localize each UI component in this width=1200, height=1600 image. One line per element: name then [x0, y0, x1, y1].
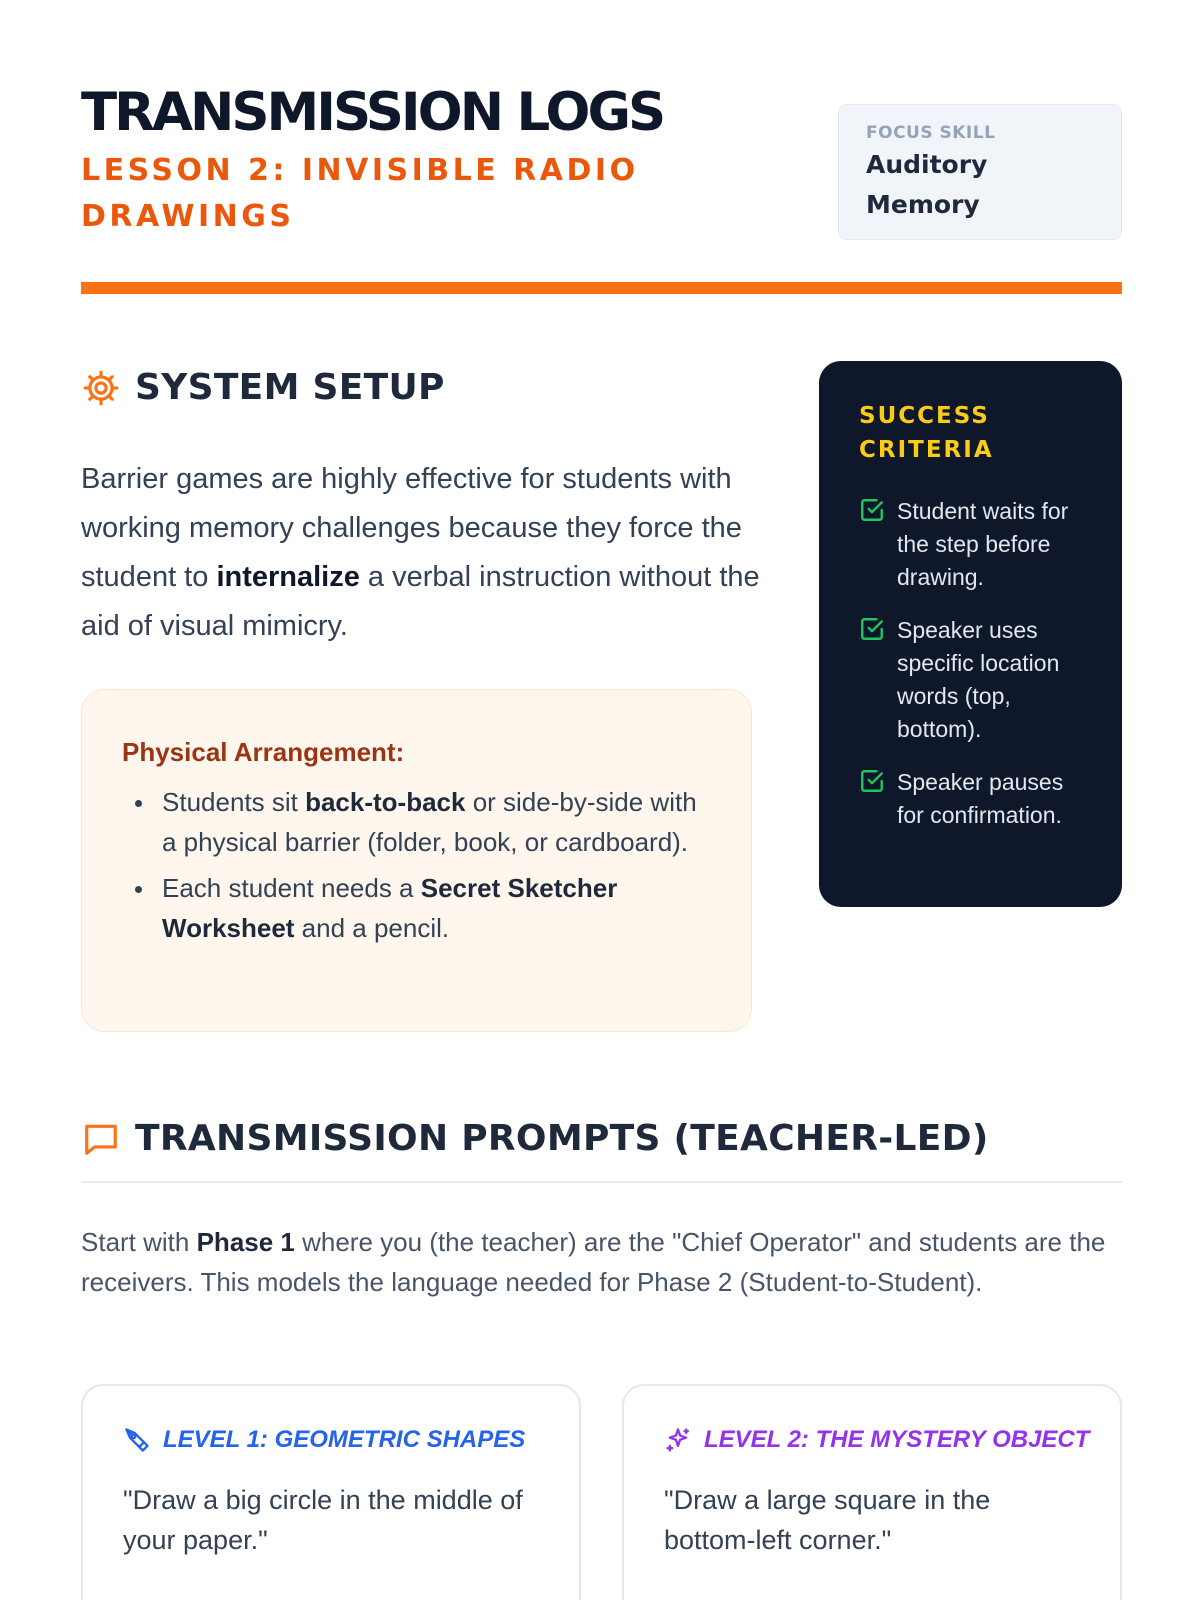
level-2-card: [622, 1384, 1122, 1600]
header-rule: [81, 282, 1122, 294]
page-header: [81, 80, 1122, 294]
prompts-intro: Start with Phase 1 where you (the teacher) are the "Chief Operator" and students are the receivers. This models the language needed for Phase 2 (Student-to-Student).: [81, 1227, 1106, 1297]
transmission-prompts-heading: [81, 1118, 989, 1159]
arrangement-title: Physical Arrangement:: [122, 737, 405, 767]
setup-intro: Barrier games are highly effective for students with working memory challenges because they force the student to internalize a verbal instruction without the aid of visual mimicry.: [81, 463, 760, 642]
level-2-title: LEVEL 2: THE MYSTERY OBJECT: [704, 1426, 1090, 1453]
focus-skill-value: Auditory Memory: [866, 150, 988, 219]
check-square-icon: [859, 497, 885, 523]
check-square-icon: [859, 616, 885, 642]
check-square-icon: [859, 768, 885, 794]
arrangement-list: [122, 782, 711, 948]
level-2-quote: "Draw a large square in the bottom-left corner.": [664, 1485, 991, 1555]
criteria-item: Speaker pauses for confirmation.: [859, 766, 1082, 832]
level-1-title: LEVEL 1: GEOMETRIC SHAPES: [163, 1426, 526, 1453]
section-divider: [81, 1181, 1122, 1183]
system-setup-heading: [81, 367, 445, 408]
physical-arrangement-box: [81, 689, 752, 1032]
success-criteria-title: SUCCESS CRITERIA: [859, 403, 994, 463]
page-title: TRANSMISSION LOGS: [81, 82, 664, 143]
level-1-card: [81, 1384, 581, 1600]
list-item: Each student needs a Secret Sketcher Worksheet and a pencil.: [122, 868, 711, 948]
speech-bubble-icon: [81, 1119, 121, 1159]
transmission-prompts-title: TRANSMISSION PROMPTS (TEACHER-LED): [135, 1118, 989, 1159]
gear-icon: [81, 368, 121, 408]
criteria-item: Student waits for the step before drawing.: [859, 495, 1082, 594]
success-criteria-panel: [819, 361, 1122, 907]
focus-skill-box: [838, 104, 1122, 240]
system-setup-title: SYSTEM SETUP: [135, 367, 445, 408]
level-1-quote: "Draw a big circle in the middle of your paper.": [123, 1485, 523, 1555]
list-item: Students sit back-to-back or side-by-side with a physical barrier (folder, book, or cardboard).: [122, 782, 711, 862]
criteria-item: Speaker uses specific location words (top, bottom).: [859, 614, 1082, 746]
sparkles-icon: [664, 1426, 692, 1454]
intro-emphasis: internalize: [216, 561, 360, 593]
pen-tool-icon: [123, 1426, 151, 1454]
lesson-subtitle: LESSON 2: INVISIBLE RADIO DRAWINGS: [81, 153, 639, 234]
focus-skill-label: FOCUS SKILL: [866, 123, 996, 143]
